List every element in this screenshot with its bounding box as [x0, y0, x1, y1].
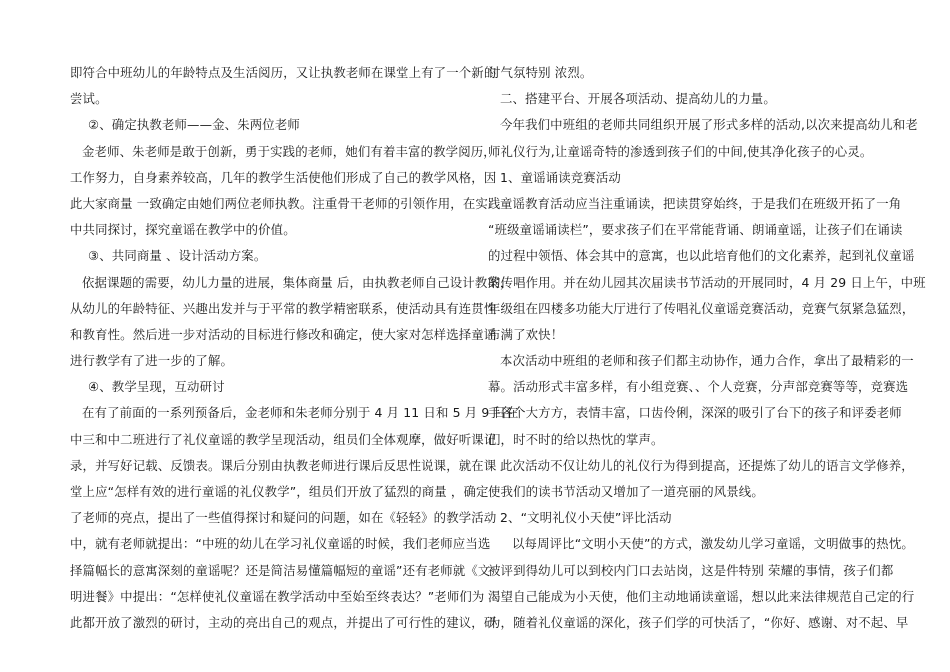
text-line: 和教育性。然后进一步对活动的目标进行修改和确定，使大家对怎样选择童谣: [70, 326, 497, 342]
text-line: ④、教学呈现，互动研讨: [88, 379, 225, 395]
text-line: 中三和中二班进行了礼仪童谣的教学呈现活动，组员们全体观摩，做好听课记: [70, 431, 497, 447]
text-line: 依据课题的需要，幼儿力量的进展，集体商量 后，由执教老师自己设计教案，: [82, 274, 513, 290]
text-line: 中，就有老师就提出：“中班的幼儿在学习礼仪童谣的时候，我们老师应当选: [70, 536, 491, 552]
text-line: 金老师、朱老师是敢于创新，勇于实践的老师，她们有着丰富的教学阅历，: [82, 143, 496, 159]
text-line: 此都开放了激烈的研讨，主动的亮出自己的观点，并提出了可行性的建议，研: [70, 614, 497, 630]
text-line: 2、“文明礼仪小天使”评比活动: [500, 510, 672, 526]
text-line: 明进餐》中提出：“怎样使礼仪童谣在教学活动中至始至终表达？”老师们为: [70, 588, 485, 604]
text-line: 使我们的读书节活动又增加了一道亮丽的风景线。: [488, 484, 764, 499]
text-line: ②、确定执教老师——金、朱两位老师: [88, 117, 300, 133]
text-line: 在有了前面的一系列预备后，金老师和朱老师分别于 4 月 11 日和 5 月 9 日在: [82, 405, 519, 421]
text-line: 堂上应“怎样有效的进行童谣的礼仪教学”，组员们开放了猛烈的商量 ，确定: [70, 484, 489, 499]
text-line: 二、搭建平台、开展各项活动、提高幼儿的力量。: [500, 91, 776, 107]
text-line: 本次活动中班组的老师和孩子们都主动协作，通力合作，拿出了最精彩的一: [500, 353, 914, 369]
text-line: 为，随着礼仪童谣的深化，孩子们学的可快活了，“你好、感谢、对不起、早: [488, 614, 909, 630]
text-line: 中共同探讨，探究童谣在教学中的价值。: [70, 222, 296, 238]
left-text-column: [70, 60, 519, 636]
text-line: 布满了欢快！: [488, 326, 564, 342]
text-line: 的过程中领悟、体会其中的意寓，也以此培育他们的文化素养，起到礼仪童谣: [488, 248, 915, 264]
text-line: 幕。活动形式丰富多样，有小组竞赛、、个人竞赛，分声部竞赛等等，竞赛选: [488, 379, 909, 395]
text-line: 此大家商量 一致确定由她们两位老师执教。注重骨干老师的引领作用，在实践: [70, 195, 501, 211]
text-line: 手各个大方方，表情丰富，口齿伶俐，深深的吸引了台下的孩子和评委老师: [488, 405, 902, 421]
text-line: 年级组在四楼多功能大厅进行了传唱礼仪童谣竞赛活动，竞赛气氛紧急猛烈，: [488, 300, 915, 316]
right-text-column: [488, 60, 926, 636]
text-line: 1、童谣诵读竞赛活动: [500, 169, 621, 185]
text-line: 们，时不时的给以热忱的掌声。: [488, 431, 664, 447]
text-line: 今年我们中班组的老师共同组织开展了形式多样的活动,以次来提高幼儿和老: [500, 117, 918, 133]
text-line: ③、共同商量 、设计活动方案。: [88, 248, 267, 264]
text-line: 师礼仪行为,让童谣奇特的渗透到孩子们的中间,使其净化孩子的心灵。: [488, 143, 873, 159]
text-line: 即符合中班幼儿的年龄特点及生活阅历，又让执教老师在课堂上有了一个新的: [70, 65, 497, 80]
text-line: 进行教学有了进一步的了解。: [70, 353, 234, 369]
text-line: “班级童谣诵读栏”，要求孩子们在平常能背诵、朗诵童谣，让孩子们在诵读: [488, 222, 903, 238]
text-line: 讨气氛特别 浓烈。: [488, 65, 593, 80]
text-line: 此次活动不仅让幼儿的礼仪行为得到提高，还提炼了幼儿的语言文学修养，: [500, 457, 914, 473]
text-line: 工作努力，自身素养较高，几年的教学生活使他们形成了自己的教学风格，因: [70, 169, 497, 185]
text-line: 的传唱作用。并在幼儿园其次届读书节活动的开展同时，4 月 29 日上午，中班: [488, 274, 926, 290]
text-line: 以每周评比“文明小天使”的方式，激发幼儿学习童谣，文明做事的热忱。: [512, 536, 914, 552]
text-line: 渴望自己能成为小天使，他们主动地诵读童谣，想以此来法律规范自己定的行: [488, 588, 915, 604]
text-line: 尝试。: [70, 91, 108, 107]
text-line: 从幼儿的年龄特征、兴趣出发并与于平常的教学精密联系，使活动具有连贯性: [70, 300, 497, 316]
text-line: 了老师的亮点，提出了一些值得探讨和疑问的问题，如在《轻轻》的教学活动: [70, 510, 497, 526]
text-line: 择篇幅长的意寓深刻的童谣呢？还是简洁易懂篇幅短的童谣”还有老师就《文: [70, 562, 491, 578]
text-line: 被评到得幼儿可以到校内门口去站岗，这是件特别 荣耀的事情，孩子们都: [488, 562, 894, 578]
text-line: 童谣教育活动应当注重诵读，把读贯穿始终，于是我们在班级开拓了一角: [500, 195, 902, 211]
text-line: 录，并写好记载、反馈表。课后分别由执教老师进行课后反思性说课，就在课: [70, 457, 497, 473]
